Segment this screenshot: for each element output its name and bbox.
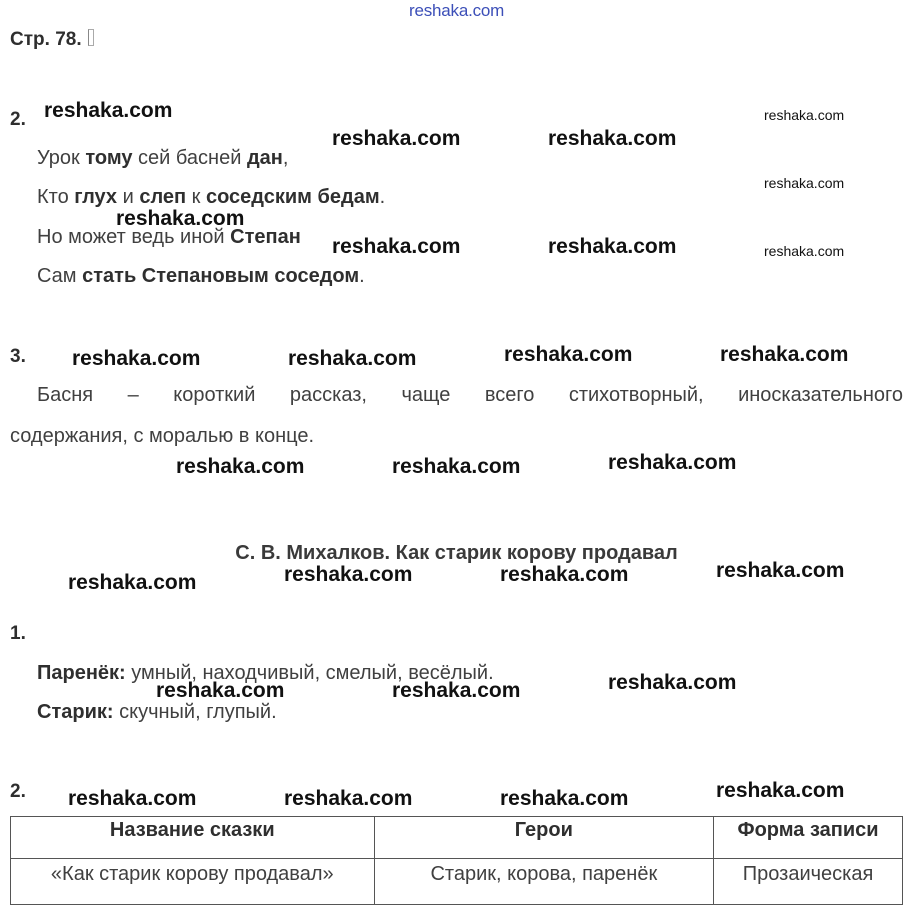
watermark: reshaka.com — [68, 571, 197, 594]
watermark: reshaka.com — [284, 787, 413, 810]
character-old-man: Старик: скучный, глупый. — [37, 701, 277, 723]
watermark: reshaka.com — [392, 455, 521, 478]
fable-definition-line-2: содержания, с моралью в конце. — [10, 425, 315, 447]
character-boy: Паренёк: умный, находчивый, смелый, весёлый. — [37, 662, 494, 684]
watermark: reshaka.com — [764, 175, 845, 191]
page-reference — [10, 29, 94, 51]
watermark: reshaka.com — [608, 671, 737, 694]
site-watermark-top: reshaka.com — [409, 1, 505, 20]
watermark: reshaka.com — [716, 559, 845, 582]
tale-table — [10, 816, 903, 905]
task-number: 3. — [10, 346, 26, 367]
watermark: reshaka.com — [72, 347, 201, 370]
watermark: reshaka.com — [504, 343, 633, 366]
table-header-row — [11, 817, 903, 859]
watermark: reshaka.com — [176, 455, 305, 478]
watermark: reshaka.com — [392, 679, 521, 702]
poem-line-3: Но может ведь иной Степан — [37, 226, 301, 248]
task-number: 1. — [10, 623, 26, 644]
watermark: reshaka.com — [720, 343, 849, 366]
section-title: С. В. Михалков. Как старик корову продавал — [235, 542, 678, 564]
watermark: reshaka.com — [288, 347, 417, 370]
cell-tale-name: «Как старик корову продавал» — [11, 859, 375, 905]
cell-form: Прозаическая — [714, 859, 903, 905]
watermark: reshaka.com — [44, 99, 173, 122]
watermark: reshaka.com — [332, 127, 461, 150]
watermark: reshaka.com — [332, 235, 461, 258]
header-form: Форма записи — [714, 817, 903, 859]
watermark: reshaka.com — [548, 127, 677, 150]
poem-line-4: Сам стать Степановым соседом. — [37, 265, 365, 287]
watermark: reshaka.com — [500, 563, 629, 586]
watermark: reshaka.com — [68, 787, 197, 810]
page-reference-text: Стр. 78. — [10, 29, 82, 50]
watermark: reshaka.com — [764, 107, 845, 123]
poem-line-2: Кто глух и слеп к соседским бедам. — [37, 186, 386, 208]
cell-heroes: Старик, корова, паренёк — [374, 859, 714, 905]
task-number: 2. — [10, 781, 26, 802]
watermark: reshaka.com — [608, 451, 737, 474]
header-heroes: Герои — [374, 817, 714, 859]
header-tale-name: Название сказки — [11, 817, 375, 859]
watermark: reshaka.com — [284, 563, 413, 586]
watermark: reshaka.com — [500, 787, 629, 810]
watermark: reshaka.com — [716, 779, 845, 802]
table-row — [11, 859, 903, 905]
fable-definition-line-1: Басня – короткий рассказ, чаще всего стихотворный, иносказательного — [37, 384, 903, 406]
watermark: reshaka.com — [116, 207, 245, 230]
task-number: 2. — [10, 109, 26, 130]
bookmark-icon — [88, 29, 94, 46]
watermark: reshaka.com — [764, 243, 845, 259]
poem-line-1: Урок тому сей басней дан, — [37, 147, 289, 169]
watermark: reshaka.com — [548, 235, 677, 258]
watermark: reshaka.com — [156, 679, 285, 702]
